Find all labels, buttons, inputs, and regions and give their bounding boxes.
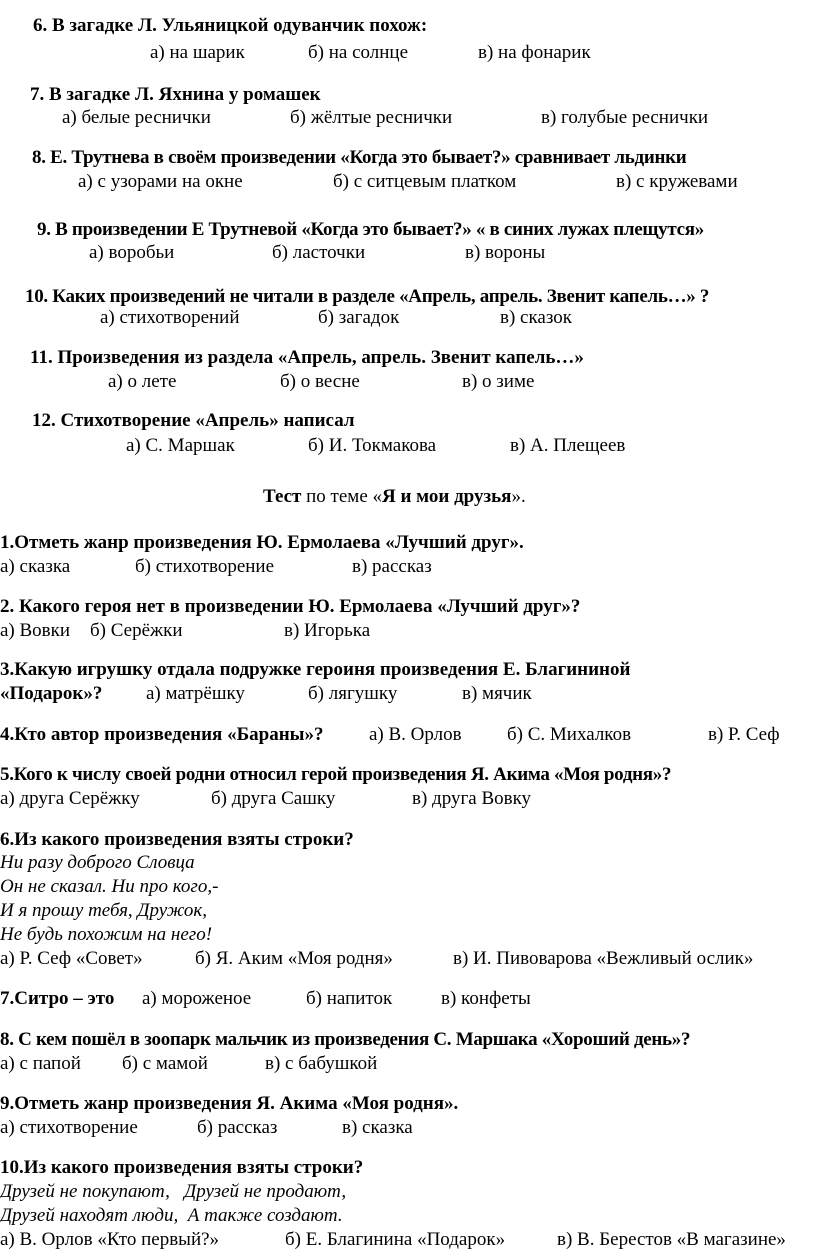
option-a: а) мороженое xyxy=(142,988,252,1009)
title-end: ». xyxy=(511,486,526,507)
option-c: в) Игорька xyxy=(284,620,371,641)
option-b: б) напиток xyxy=(306,988,393,1009)
verse-line: Друзей находят люди, А также создают. xyxy=(0,1205,343,1226)
option-c: в) друга Вовку xyxy=(412,788,532,809)
option-c: в) А. Плещеев xyxy=(510,435,626,456)
option-b: б) стихотворение xyxy=(135,556,275,577)
question-4: 4.Кто автор произведения «Бараны»? xyxy=(0,724,324,745)
verse-line: Друзей не покупают, Друзей не продают, xyxy=(0,1181,347,1202)
option-c: в) с кружевами xyxy=(616,171,738,192)
option-a: а) с узорами на окне xyxy=(78,171,243,192)
option-b: б) ласточки xyxy=(272,242,366,263)
option-a: а) воробьи xyxy=(89,242,175,263)
question-3-cont: «Подарок»? xyxy=(0,683,103,704)
option-a: а) друга Серёжку xyxy=(0,788,140,809)
option-c: в) Р. Сеф xyxy=(708,724,780,745)
option-c: в) на фонарик xyxy=(478,42,591,63)
option-c: в) с бабушкой xyxy=(265,1053,378,1074)
option-a: а) В. Орлов «Кто первый?» xyxy=(0,1229,220,1250)
question-10: 10.Из какого произведения взяты строки? xyxy=(0,1157,364,1178)
option-b: б) с ситцевым платком xyxy=(333,171,517,192)
question-9: 9.Отметь жанр произведения Я. Акима «Моя родня». xyxy=(0,1093,459,1114)
option-a: а) белые реснички xyxy=(62,107,211,128)
option-a: а) В. Орлов xyxy=(369,724,462,745)
option-a: а) матрёшку xyxy=(146,683,245,704)
verse-line: Ни разу доброго Словца xyxy=(0,852,195,873)
question-6: 6.Из какого произведения взяты строки? xyxy=(0,829,354,850)
question-10: 10. Каких произведений не читали в разделе «Апрель, апрель. Звенит капель…» ? xyxy=(25,286,710,307)
option-a: а) на шарик xyxy=(150,42,245,63)
question-12: 12. Стихотворение «Апрель» написал xyxy=(32,410,355,431)
title-test: Тест xyxy=(263,486,302,507)
option-c: в) В. Берестов «В магазине» xyxy=(557,1229,786,1250)
option-c: в) сказок xyxy=(500,307,572,328)
question-1: 1.Отметь жанр произведения Ю. Ермолаева «Лучший друг». xyxy=(0,532,524,553)
option-a: а) стихотворений xyxy=(100,307,240,328)
test-title xyxy=(263,486,526,508)
option-c: в) сказка xyxy=(342,1117,413,1138)
question-2: 2. Какого героя нет в произведении Ю. Ермолаева «Лучший друг»? xyxy=(0,596,581,617)
option-b: б) Я. Аким «Моя родня» xyxy=(195,948,393,969)
option-b: б) С. Михалков xyxy=(507,724,632,745)
option-b: б) лягушку xyxy=(308,683,398,704)
option-b: б) о весне xyxy=(280,371,360,392)
option-b: б) Е. Благинина «Подарок» xyxy=(285,1229,506,1250)
question-6: 6. В загадке Л. Ульяницкой одуванчик похож: xyxy=(33,15,428,36)
verse-line: Он не сказал. Ни про кого,- xyxy=(0,876,219,897)
question-8: 8. Е. Трутнева в своём произведении «Когда это бывает?» сравнивает льдинки xyxy=(32,147,687,168)
option-a: а) о лете xyxy=(108,371,177,392)
option-b: б) Серёжки xyxy=(90,620,183,641)
option-c: в) вороны xyxy=(465,242,546,263)
question-7: 7.Ситро – это xyxy=(0,988,115,1009)
option-c: в) И. Пивоварова «Вежливый ослик» xyxy=(453,948,754,969)
option-b: б) с мамой xyxy=(122,1053,208,1074)
question-11: 11. Произведения из раздела «Апрель, апрель. Звенит капель…» xyxy=(30,347,584,368)
option-a: а) С. Маршак xyxy=(126,435,235,456)
option-c: в) голубые реснички xyxy=(541,107,709,128)
option-c: в) мячик xyxy=(462,683,532,704)
option-b: б) на солнце xyxy=(308,42,409,63)
question-7: 7. В загадке Л. Яхнина у ромашек xyxy=(30,84,321,105)
option-a: а) Вовки xyxy=(0,620,71,641)
question-5: 5.Кого к числу своей родни относил герой произведения Я. Акима «Моя родня»? xyxy=(0,764,672,785)
question-9: 9. В произведении Е Трутневой «Когда это бывает?» « в синих лужах плещутся» xyxy=(37,219,704,240)
option-b: б) загадок xyxy=(318,307,400,328)
option-a: а) сказка xyxy=(0,556,71,577)
option-c: в) конфеты xyxy=(441,988,531,1009)
option-b: б) рассказ xyxy=(197,1117,278,1138)
option-b: б) И. Токмакова xyxy=(308,435,437,456)
verse-line: И я прошу тебя, Дружок, xyxy=(0,900,208,921)
option-b: б) жёлтые реснички xyxy=(290,107,453,128)
question-8: 8. С кем пошёл в зоопарк мальчик из произведения С. Маршака «Хороший день»? xyxy=(0,1029,691,1050)
option-a: а) с папой xyxy=(0,1053,81,1074)
option-a: а) Р. Сеф «Совет» xyxy=(0,948,143,969)
verse-line: Не будь похожим на него! xyxy=(0,924,213,945)
option-a: а) стихотворение xyxy=(0,1117,138,1138)
option-c: в) о зиме xyxy=(462,371,535,392)
question-3: 3.Какую игрушку отдала подружке героиня произведения Е. Благининой xyxy=(0,659,631,680)
option-b: б) друга Сашку xyxy=(211,788,336,809)
title-topic: Я и мои друзья xyxy=(382,486,512,507)
title-middle: по теме « xyxy=(301,486,383,507)
option-c: в) рассказ xyxy=(352,556,432,577)
